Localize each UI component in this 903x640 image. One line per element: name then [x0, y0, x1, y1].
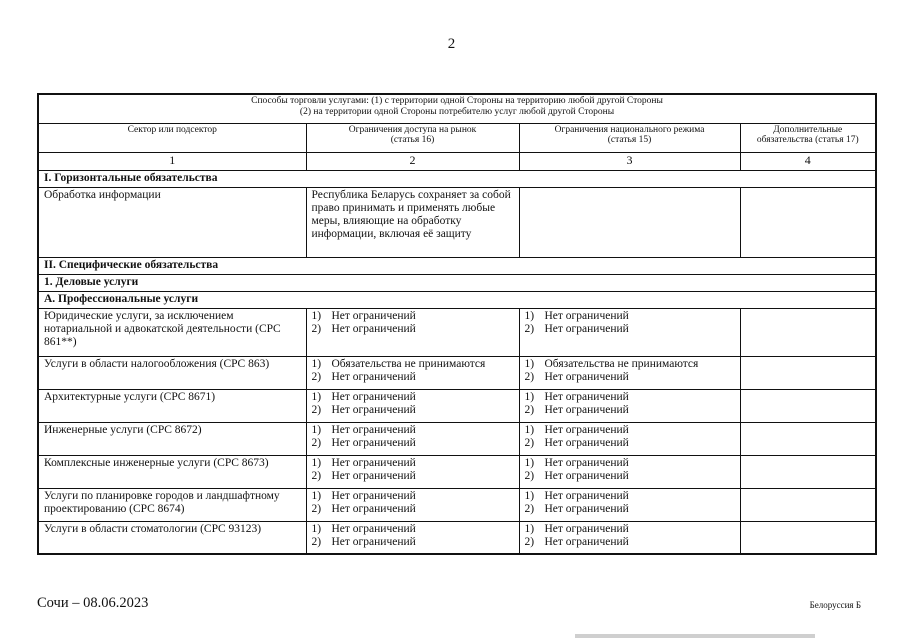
trade-modes-header: [38, 94, 876, 123]
limitation-text: Нет ограничений: [331, 423, 416, 436]
mode-2-entry: [525, 404, 735, 417]
mode-number: 2): [311, 502, 322, 515]
limitation-text: Нет ограничений: [331, 502, 416, 515]
subsection-professional-services: А. Профессиональные услуги: [38, 291, 876, 308]
table-row: [38, 455, 876, 488]
table-row: [38, 422, 876, 455]
limitation-text: Нет ограничений: [331, 489, 416, 502]
additional-cell: [740, 455, 876, 488]
limitation-text: Нет ограничений: [544, 489, 629, 502]
market-access-cell: [306, 521, 519, 554]
sector-cell: [38, 389, 306, 422]
mode-number: 1): [311, 489, 322, 502]
mode-number: 2): [524, 469, 535, 482]
commitments-table: [37, 93, 877, 555]
info-processing-sector: Обработка информации: [38, 187, 306, 257]
limitation-text: Нет ограничений: [544, 390, 629, 403]
mode-number: 2): [311, 469, 322, 482]
table-row: [38, 521, 876, 554]
sector-text: Юридические услуги, за исключением нотариальной и адвокатской деятельности (CPC 861**): [44, 309, 281, 348]
mode-1-entry: [312, 391, 514, 404]
mode-number: 2): [311, 436, 322, 449]
column-header-national-treatment-line-1: Ограничения национального режима: [554, 124, 705, 135]
column-header-market-access-line-2: (статья 16): [390, 135, 435, 146]
market-access-cell: [306, 389, 519, 422]
mode-number: 1): [311, 390, 322, 403]
additional-cell: [740, 308, 876, 356]
national-treatment-cell: [519, 521, 740, 554]
mode-number: 1): [311, 522, 322, 535]
mode-number: 1): [524, 456, 535, 469]
national-treatment-cell: [519, 356, 740, 389]
column-number-3: 3: [519, 152, 740, 170]
table-row: [38, 488, 876, 521]
sector-text: Услуги в области налогообложения (CPC 863): [44, 357, 270, 370]
column-header-market-access-line-1: Ограничения доступа на рынок: [348, 124, 477, 135]
limitation-text: Нет ограничений: [331, 456, 416, 469]
mode-number: 2): [311, 535, 322, 548]
mode-2-entry: [312, 323, 514, 336]
table-row: [38, 308, 876, 356]
info-processing-market-access: Республика Беларусь сохраняет за собой право принимать и применять любые меры, влияющие на обработку информации, включая её защиту: [306, 187, 519, 257]
mode-2-entry: [312, 470, 514, 483]
limitation-text: Нет ограничений: [331, 309, 416, 322]
mode-number: 1): [311, 456, 322, 469]
additional-cell: [740, 422, 876, 455]
mode-number: 1): [311, 309, 322, 322]
mode-1-entry: [312, 490, 514, 503]
mode-number: 2): [524, 403, 535, 416]
mode-1-entry: [525, 523, 735, 536]
mode-number: 1): [524, 357, 535, 370]
mode-number: 1): [311, 423, 322, 436]
mode-2-entry: [525, 503, 735, 516]
limitation-text: Нет ограничений: [544, 322, 629, 335]
mode-number: 2): [311, 403, 322, 416]
additional-cell: [740, 488, 876, 521]
mode-number: 2): [524, 535, 535, 548]
mode-1-entry: [312, 310, 514, 323]
mode-number: 2): [524, 370, 535, 383]
mode-2-entry: [312, 536, 514, 549]
mode-number: 2): [311, 370, 322, 383]
limitation-text: Нет ограничений: [544, 456, 629, 469]
column-header-additional-line-1: Дополнительные: [773, 124, 843, 135]
column-header-additional: [740, 123, 876, 152]
column-number-2: 2: [306, 152, 519, 170]
limitation-text: Нет ограничений: [544, 436, 629, 449]
column-header-national-treatment-line-2: (статья 15): [607, 135, 652, 146]
national-treatment-cell: [519, 488, 740, 521]
subsection-business-services: 1. Деловые услуги: [38, 274, 876, 291]
limitation-text: Нет ограничений: [331, 522, 416, 535]
info-processing-additional: [740, 187, 876, 257]
mode-1-entry: [312, 358, 514, 371]
sector-text: Услуги в области стоматологии (CPC 93123): [44, 522, 262, 535]
trade-modes-line-2: (2) на территории одной Стороны потребителю услуг любой другой Стороны: [299, 106, 615, 117]
limitation-text: Нет ограничений: [331, 535, 416, 548]
limitation-text: Нет ограничений: [331, 403, 416, 416]
sector-text: Услуги по планировке городов и ландшафтному проектированию (CPC 8674): [44, 489, 280, 515]
national-treatment-cell: [519, 455, 740, 488]
column-header-sector: [38, 123, 306, 152]
trade-modes-line-1: Способы торговли услугами: (1) с территории одной Стороны на территорию любой другой Стороны: [251, 96, 663, 106]
mode-2-entry: [525, 437, 735, 450]
mode-2-entry: [525, 470, 735, 483]
column-header-market-access: [306, 123, 519, 152]
mode-1-entry: [312, 424, 514, 437]
mode-number: 2): [524, 436, 535, 449]
national-treatment-cell: [519, 308, 740, 356]
national-treatment-cell: [519, 422, 740, 455]
sector-cell: [38, 455, 306, 488]
info-processing-national-treatment: [519, 187, 740, 257]
sector-text: Инженерные услуги (CPC 8672): [44, 423, 202, 436]
mode-2-entry: [525, 536, 735, 549]
market-access-cell: [306, 488, 519, 521]
mode-1-entry: [525, 310, 735, 323]
section-horizontal-commitments: I. Горизонтальные обязательства: [38, 170, 876, 187]
section-specific-commitments: II. Специфические обязательства: [38, 257, 876, 274]
mode-1-entry: [525, 424, 735, 437]
mode-1-entry: [525, 391, 735, 404]
limitation-text: Нет ограничений: [331, 370, 416, 383]
limitation-text: Обязательства не принимаются: [331, 357, 486, 370]
mode-number: 2): [524, 502, 535, 515]
sector-cell: [38, 521, 306, 554]
limitation-text: Нет ограничений: [544, 370, 629, 383]
sector-text: Комплексные инженерные услуги (CPC 8673): [44, 456, 269, 469]
mode-1-entry: [312, 457, 514, 470]
place-date: Сочи – 08.06.2023: [37, 595, 149, 611]
market-access-cell: [306, 308, 519, 356]
market-access-cell: [306, 455, 519, 488]
limitation-text: Нет ограничений: [544, 469, 629, 482]
sector-cell: [38, 308, 306, 356]
sector-cell: [38, 356, 306, 389]
additional-cell: [740, 356, 876, 389]
column-number-1: 1: [38, 152, 306, 170]
additional-cell: [740, 389, 876, 422]
limitation-text: Нет ограничений: [544, 502, 629, 515]
limitation-text: Нет ограничений: [544, 423, 629, 436]
scan-smudge: [575, 634, 815, 638]
limitation-text: Нет ограничений: [544, 403, 629, 416]
column-header-sector-text: Сектор или подсектор: [127, 124, 217, 135]
mode-number: 2): [524, 322, 535, 335]
mode-2-entry: [312, 437, 514, 450]
limitation-text: Нет ограничений: [544, 522, 629, 535]
limitation-text: Нет ограничений: [331, 390, 416, 403]
mode-1-entry: [525, 490, 735, 503]
mode-2-entry: [312, 404, 514, 417]
limitation-text: Нет ограничений: [331, 469, 416, 482]
limitation-text: Нет ограничений: [331, 436, 416, 449]
additional-cell: [740, 521, 876, 554]
mode-2-entry: [525, 323, 735, 336]
sector-cell: [38, 488, 306, 521]
national-treatment-cell: [519, 389, 740, 422]
sector-text: Архитектурные услуги (CPC 8671): [44, 390, 216, 403]
mode-number: 1): [524, 423, 535, 436]
page-number: 2: [447, 36, 456, 52]
limitation-text: Нет ограничений: [331, 322, 416, 335]
mode-1-entry: [312, 523, 514, 536]
market-access-cell: [306, 356, 519, 389]
limitation-text: Нет ограничений: [544, 535, 629, 548]
mode-2-entry: [312, 371, 514, 384]
mode-number: 1): [524, 489, 535, 502]
market-access-cell: [306, 422, 519, 455]
column-header-additional-line-2: обязательства (статья 17): [756, 135, 859, 146]
table-row: [38, 356, 876, 389]
table-row: [38, 389, 876, 422]
column-header-national-treatment: [519, 123, 740, 152]
mode-2-entry: [525, 371, 735, 384]
mode-number: 2): [311, 322, 322, 335]
mode-2-entry: [312, 503, 514, 516]
limitation-text: Нет ограничений: [544, 309, 629, 322]
mode-number: 1): [524, 309, 535, 322]
mode-number: 1): [524, 390, 535, 403]
column-number-4: 4: [740, 152, 876, 170]
mode-1-entry: [525, 457, 735, 470]
mode-number: 1): [311, 357, 322, 370]
sector-cell: [38, 422, 306, 455]
limitation-text: Обязательства не принимаются: [544, 357, 699, 370]
country-mark: Белоруссия Б: [809, 600, 861, 610]
mode-number: 1): [524, 522, 535, 535]
mode-1-entry: [525, 358, 735, 371]
